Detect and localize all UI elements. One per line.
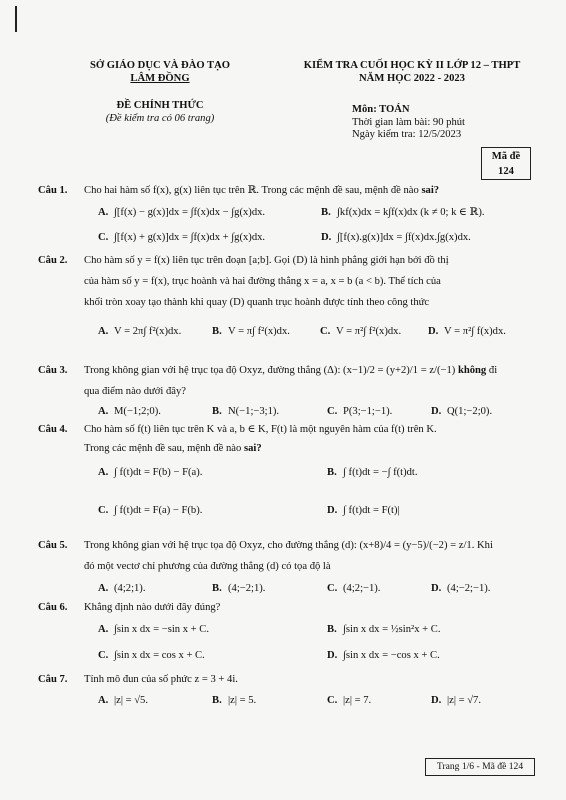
q2-option-b: V = π∫ f²(x)dx. [228,326,290,337]
q6-option-a: ∫sin x dx = −sin x + C. [114,624,209,635]
q3-option-c: P(3;−1;−1). [343,406,393,417]
q5-line2: đó một vectơ chỉ phương của đường thẳng (d) có tọa độ là [84,561,331,572]
q4-option-b-letter: B. [327,467,337,478]
q5-option-a: (4;2;1). [114,583,146,594]
q7-option-d-letter: D. [431,695,442,706]
exam-code-label: Mã đề [491,151,521,162]
q5-option-d-letter: D. [431,583,442,594]
dept-name: SỞ GIÁO DỤC VÀ ĐÀO TẠO [90,60,230,71]
q6-option-d-letter: D. [327,650,338,661]
q2-line3: khối tròn xoay tạo thành khi quay (D) quanh trục hoành được tính theo công thức [84,297,430,308]
exam-code-value: 124 [498,166,514,177]
q5-label: Câu 5. [38,540,68,551]
exam-code-box [481,147,531,180]
q3-line2: qua điểm nào dưới đây? [84,386,186,397]
q1-option-c: ∫[f(x) + g(x)]dx = ∫f(x)dx + ∫g(x)dx. [114,232,266,243]
q5-option-c: (4;2;−1). [343,583,381,594]
q2-line2: của hàm số y = f(x), trục hoành và hai đường thẳng x = a, x = b (a < b). Thể tích của [84,276,441,287]
q1-stem [84,185,439,198]
q2-option-b-letter: B. [212,326,222,337]
q3-option-b-letter: B. [212,406,222,417]
school-year: NĂM HỌC 2022 - 2023 [359,73,465,84]
subject: Môn: TOÁN [352,104,410,115]
q4-label: Câu 4. [38,424,68,435]
q7-stem: Tính mô đun của số phức z = 3 + 4i. [84,674,238,685]
q1-option-d-letter: D. [321,232,332,243]
q7-option-c-letter: C. [327,695,338,706]
q4-line2-bold: sai? [243,443,262,454]
q2-option-a-letter: A. [98,326,109,337]
q4-line2 [84,443,262,456]
q5-line1: Trong không gian với hệ trục tọa độ Oxyz, cho đường thẳng (d): (x+8)/4 = (y−5)/(−2) = z/1. Khi [84,540,493,551]
q7-option-c: |z| = 7. [343,695,372,706]
q1-stem-text: Cho hai hàm số f(x), g(x) liên tục trên ℝ. Trong các mệnh đề sau, mệnh đề nào [84,185,419,196]
q3-line1 [84,365,497,378]
province-name: LÂM ĐỒNG [130,73,190,84]
q2-label: Câu 2. [38,255,68,266]
page-footer [425,758,535,776]
q4-option-c-letter: C. [98,505,109,516]
q6-option-d: ∫sin x dx = −cos x + C. [343,650,440,661]
q3-line1-text: Trong không gian với hệ trục tọa độ Oxyz, đường thẳng (Δ): (x−1)/2 = (y+2)/1 = z/(−1) [84,365,456,376]
q3-option-a-letter: A. [98,406,109,417]
q2-option-c-letter: C. [320,326,331,337]
q4-option-d-letter: D. [327,505,338,516]
q6-stem: Khẳng định nào dưới đây đúng? [84,602,221,613]
page-number-label: Trang 1/6 - Mã đề 124 [436,761,524,772]
q7-option-a: |z| = √5. [114,695,148,706]
q4-line1: Cho hàm số f(t) liên tục trên K và a, b ∈ K, F(t) là một nguyên hàm của f(t) trên K. [84,424,437,435]
q5-option-b: (4;−2;1). [228,583,266,594]
q1-stem-bold: sai? [421,185,440,196]
q7-option-a-letter: A. [98,695,109,706]
q7-option-b: |z| = 5. [228,695,257,706]
q3-option-d-letter: D. [431,406,442,417]
q3-line1-bold: không [457,365,487,376]
q5-option-d: (4;−2;−1). [447,583,491,594]
q1-option-c-letter: C. [98,232,109,243]
q6-label: Câu 6. [38,602,68,613]
q1-option-b: ∫kf(x)dx = k∫f(x)dx (k ≠ 0; k ∈ ℝ). [337,207,485,218]
q2-option-c: V = π²∫ f²(x)dx. [336,326,402,337]
q2-line1: Cho hàm số y = f(x) liên tục trên đoạn [a;b]. Gọi (D) là hình phẳng giới hạn bởi đồ thị [84,255,449,266]
q3-line1-end: đi [488,365,498,376]
q2-option-a: V = 2π∫ f²(x)dx. [114,326,182,337]
q3-option-c-letter: C. [327,406,338,417]
q1-option-b-letter: B. [321,207,331,218]
q5-option-b-letter: B. [212,583,222,594]
q6-option-c: ∫sin x dx = cos x + C. [114,650,205,661]
q4-option-a-letter: A. [98,467,109,478]
q3-label: Câu 3. [38,365,68,376]
q4-option-c: ∫ f(t)dt = F(a) − F(b). [114,505,203,516]
q5-option-c-letter: C. [327,583,338,594]
q6-option-b-letter: B. [327,624,337,635]
q7-option-d: |z| = √7. [447,695,481,706]
q4-option-d: ∫ f(t)dt = F(t)| [343,505,400,516]
q6-option-a-letter: A. [98,624,109,635]
q6-option-b: ∫sin x dx = ½sin²x + C. [343,624,441,635]
q4-option-b: ∫ f(t)dt = −∫ f(t)dt. [343,467,418,478]
q4-line2-text: Trong các mệnh đề sau, mệnh đề nào [84,443,242,454]
q1-label: Câu 1. [38,185,68,196]
q2-option-d-letter: D. [428,326,439,337]
q7-label: Câu 7. [38,674,68,685]
q1-option-d: ∫[f(x).g(x)]dx = ∫f(x)dx.∫g(x)dx. [337,232,471,243]
q1-option-a-letter: A. [98,207,109,218]
q1-option-a: ∫[f(x) − g(x)]dx = ∫f(x)dx − ∫g(x)dx. [114,207,266,218]
exam-title: KIỂM TRA CUỐI HỌC KỲ II LỚP 12 – THPT [303,60,521,71]
q2-option-d: V = π²∫ f(x)dx. [444,326,506,337]
pages-note: (Đề kiểm tra có 06 trang) [105,113,215,124]
duration: Thời gian làm bài: 90 phút [352,117,465,128]
q6-option-c-letter: C. [98,650,109,661]
exam-date: Ngày kiểm tra: 12/5/2023 [352,129,462,140]
q5-option-a-letter: A. [98,583,109,594]
scan-edge-line [15,6,17,32]
official-label: ĐỀ CHÍNH THỨC [116,100,204,111]
q7-option-b-letter: B. [212,695,222,706]
q4-option-a: ∫ f(t)dt = F(b) − F(a). [114,467,203,478]
q3-option-b: N(−1;−3;1). [228,406,280,417]
q3-option-d: Q(1;−2;0). [447,406,493,417]
q3-option-a: M(−1;2;0). [114,406,161,417]
